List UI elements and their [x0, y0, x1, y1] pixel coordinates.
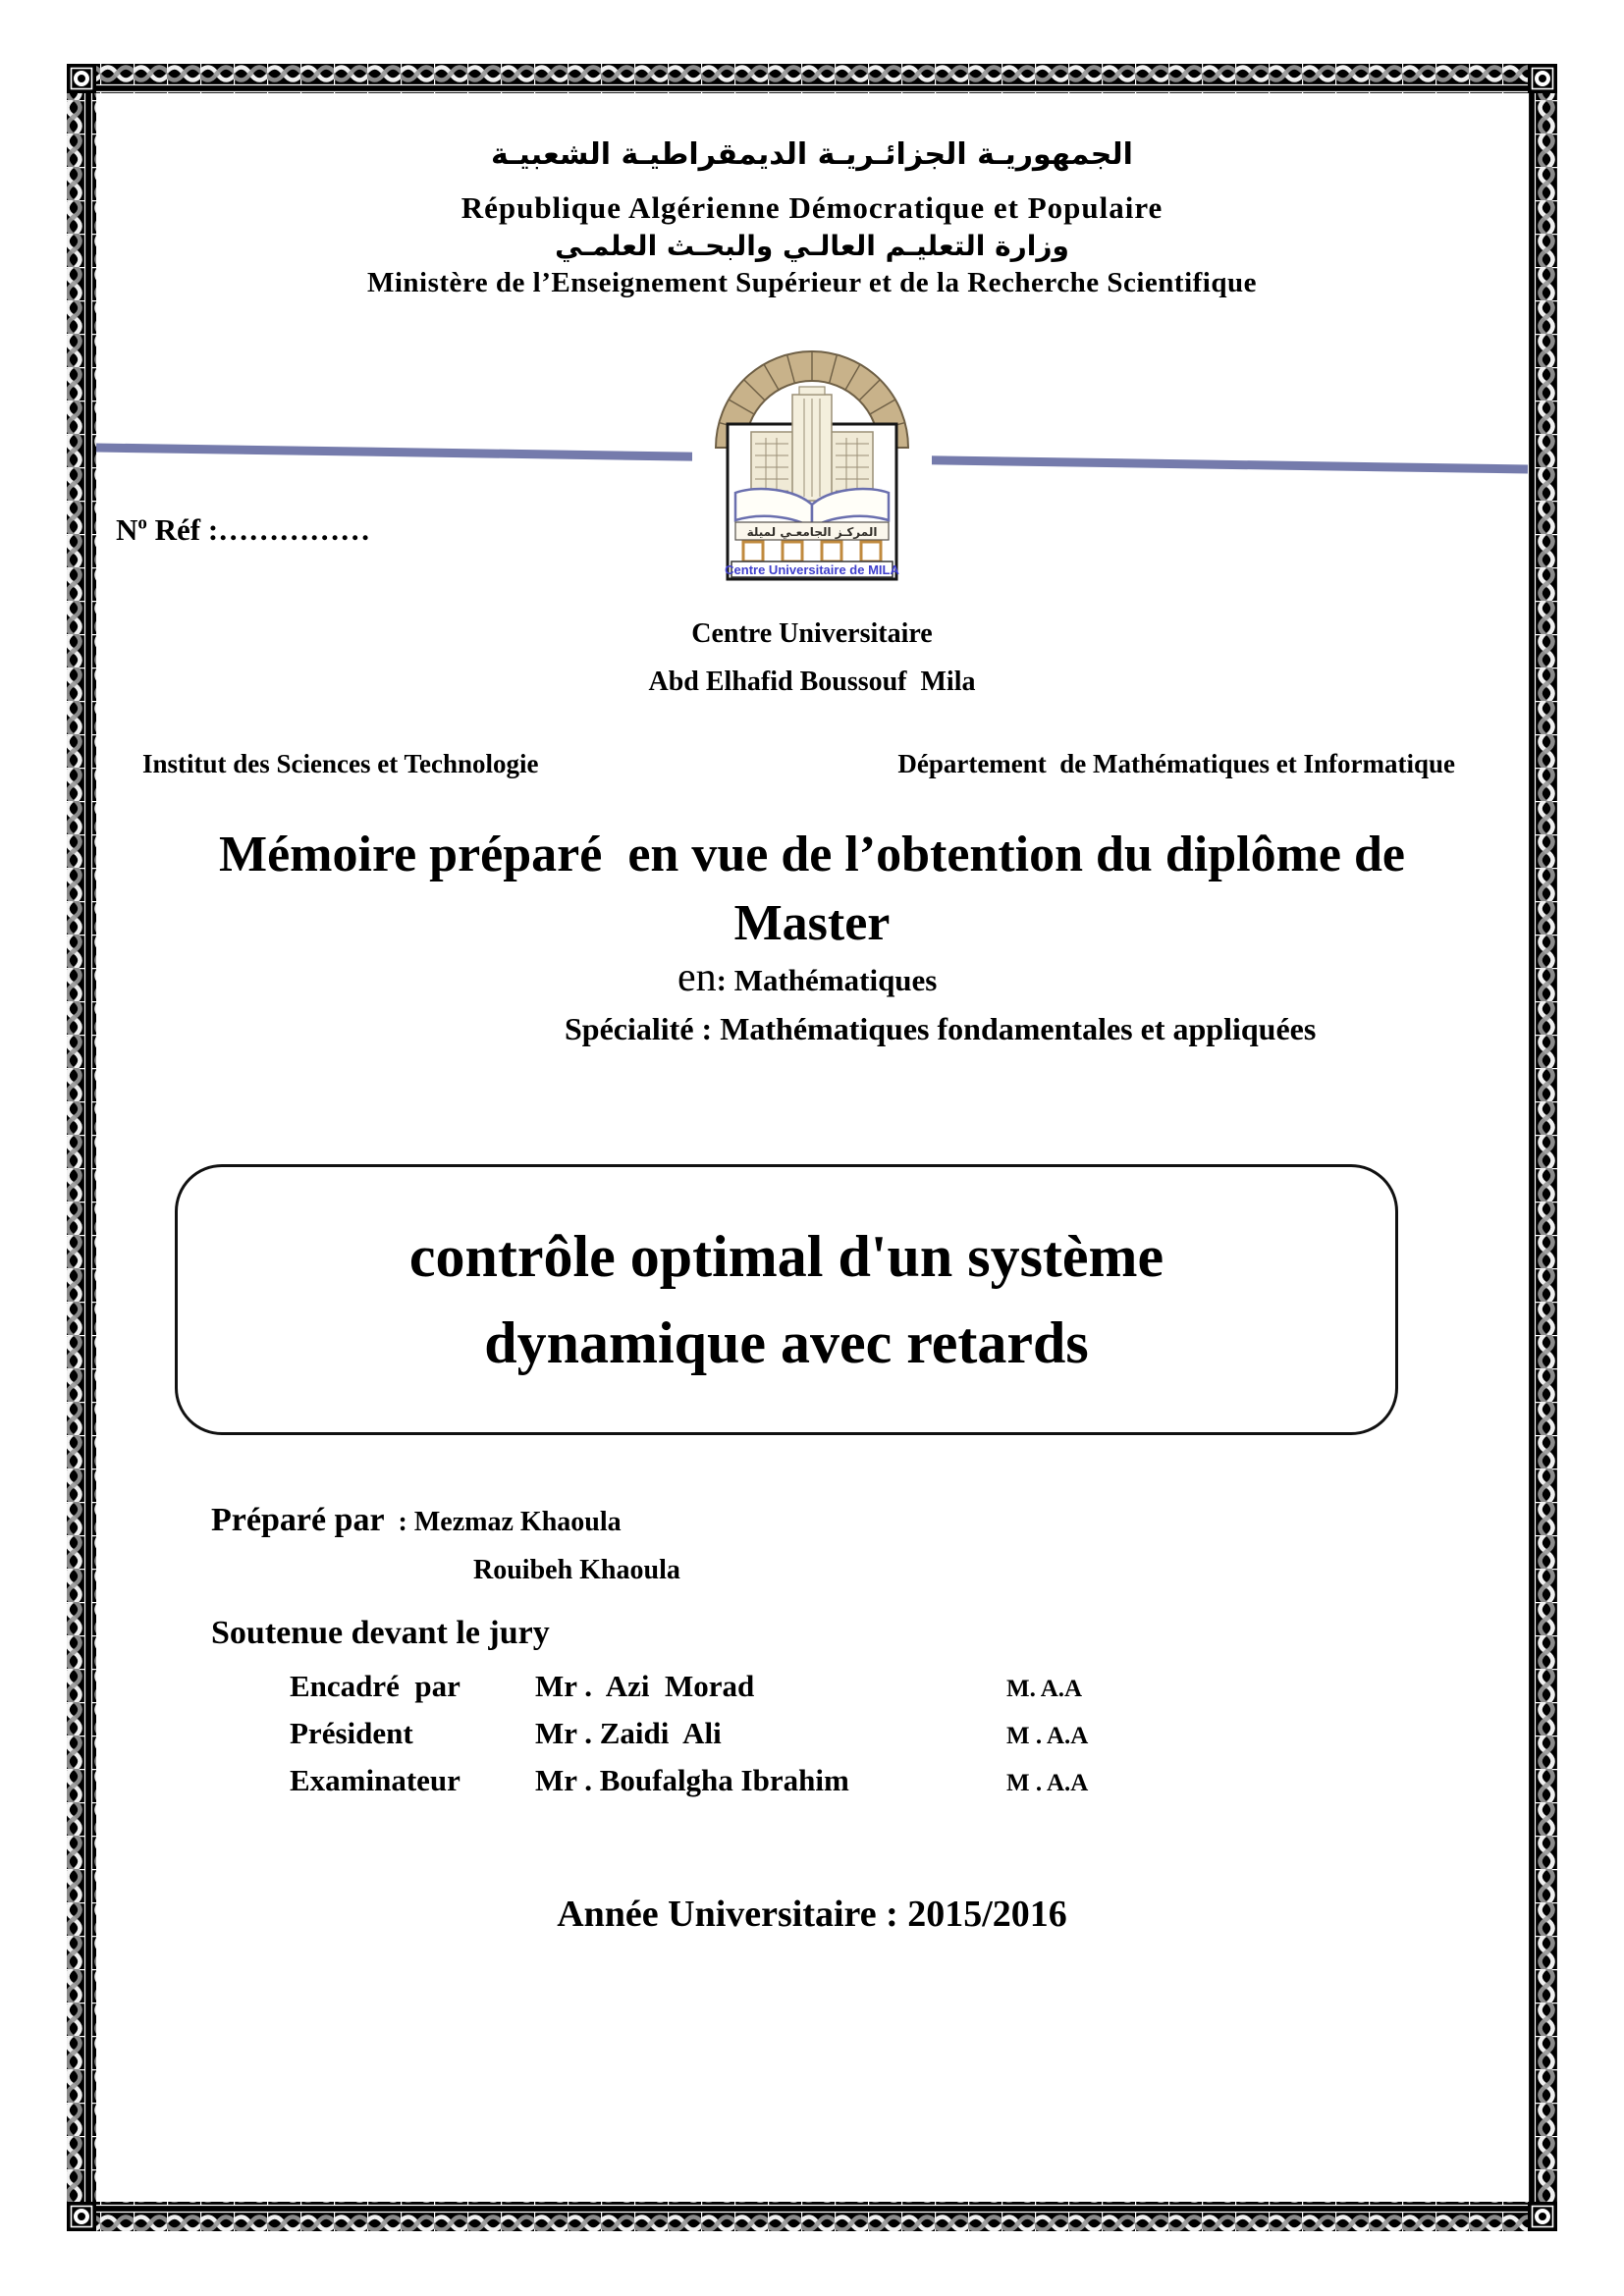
department-name: Département de Mathématiques et Informatique	[897, 749, 1455, 778]
university-name-line1: Centre Universitaire	[691, 618, 933, 649]
jury-member-name: Mr . Azi Morad	[535, 1669, 755, 1703]
logo-banner	[725, 561, 899, 577]
jury-row-examiner	[290, 1763, 1370, 1808]
thesis-title-box	[175, 1164, 1398, 1435]
arabic-republic-line: الجمهوريـة الجزائـريـة الديمقراطيـة الشعبيـة	[491, 137, 1133, 172]
jury-member-name: Mr . Zaidi Ali	[535, 1716, 722, 1750]
ref-prefix: N	[116, 512, 138, 547]
ref-superscript: o	[137, 512, 147, 534]
speciality-line: Spécialité : Mathématiques fondamentales et appliquées	[565, 1011, 1317, 1046]
border-corner-top-right	[1528, 64, 1557, 93]
jury-member-grade: M . A.A	[1006, 1723, 1089, 1749]
jury-member-name: Mr . Boufalgha Ibrahim	[535, 1763, 849, 1797]
jury-role: Encadré par	[290, 1669, 460, 1703]
french-ministry-line: Ministère de l’Enseignement Supérieur et de la Recherche Scientifique	[366, 267, 1257, 298]
ref-dots: Réf :……………	[146, 512, 371, 547]
thesis-title-line1: contrôle optimal d'un système	[408, 1224, 1164, 1289]
prepared-by-label: Préparé par	[211, 1502, 385, 1538]
french-republic-line: République Algérienne Démocratique et Populaire	[460, 190, 1164, 225]
jury-member-grade: M . A.A	[1006, 1770, 1089, 1796]
university-building-icon	[751, 387, 873, 501]
border-corner-bottom-right	[1528, 2202, 1557, 2231]
logo-banner-text: Centre Universitaire de MILA	[725, 562, 899, 577]
university-logo-art	[698, 330, 926, 583]
degree-heading-line2: Master	[733, 895, 891, 951]
jury-heading: Soutenue devant le jury	[211, 1615, 550, 1651]
field-line	[677, 954, 937, 1001]
jury-row-supervisor	[290, 1669, 1370, 1714]
border-corner-bottom-left	[67, 2202, 96, 2231]
affiliation-row	[0, 749, 1624, 779]
university-name-line2: Abd Elhafid Boussouf Mila	[648, 667, 976, 697]
arabic-ministry-line: وزارة التعليـم العالـي والبحـث العلمـي	[555, 230, 1069, 262]
jury-row-president	[290, 1716, 1370, 1761]
jury-role: Examinateur	[290, 1763, 460, 1797]
jury-member-grade: M. A.A	[1006, 1676, 1083, 1702]
border-band-bottom	[96, 2202, 1528, 2231]
thesis-title-line2: dynamique avec retards	[484, 1310, 1089, 1375]
author-1: Mezmaz Khaoula	[413, 1507, 622, 1537]
reference-number	[116, 512, 370, 548]
prepared-by-sep: :	[384, 1507, 414, 1537]
institute-name: Institut des Sciences et Technologie	[142, 749, 539, 778]
border-band-left	[67, 93, 96, 2202]
prepared-by-line	[211, 1502, 622, 1539]
border-corner-top-left	[67, 64, 96, 93]
border-band-top	[96, 64, 1528, 93]
degree-heading-line1: Mémoire préparé en vue de l’obtention du diplôme de	[219, 827, 1405, 882]
border-band-right	[1528, 93, 1557, 2202]
jury-role: Président	[290, 1716, 413, 1750]
logo-book-band	[735, 522, 889, 540]
field-name: : Mathématiques	[716, 963, 938, 997]
university-logo	[692, 328, 932, 585]
degree-heading	[0, 821, 1624, 958]
field-prefix: en	[677, 955, 717, 1000]
author-2: Rouibeh Khaoula	[473, 1555, 680, 1585]
logo-book-text: المركـز الجامعـي لميلة	[746, 525, 878, 539]
academic-year-line: Année Universitaire : 2015/2016	[557, 1894, 1067, 1935]
